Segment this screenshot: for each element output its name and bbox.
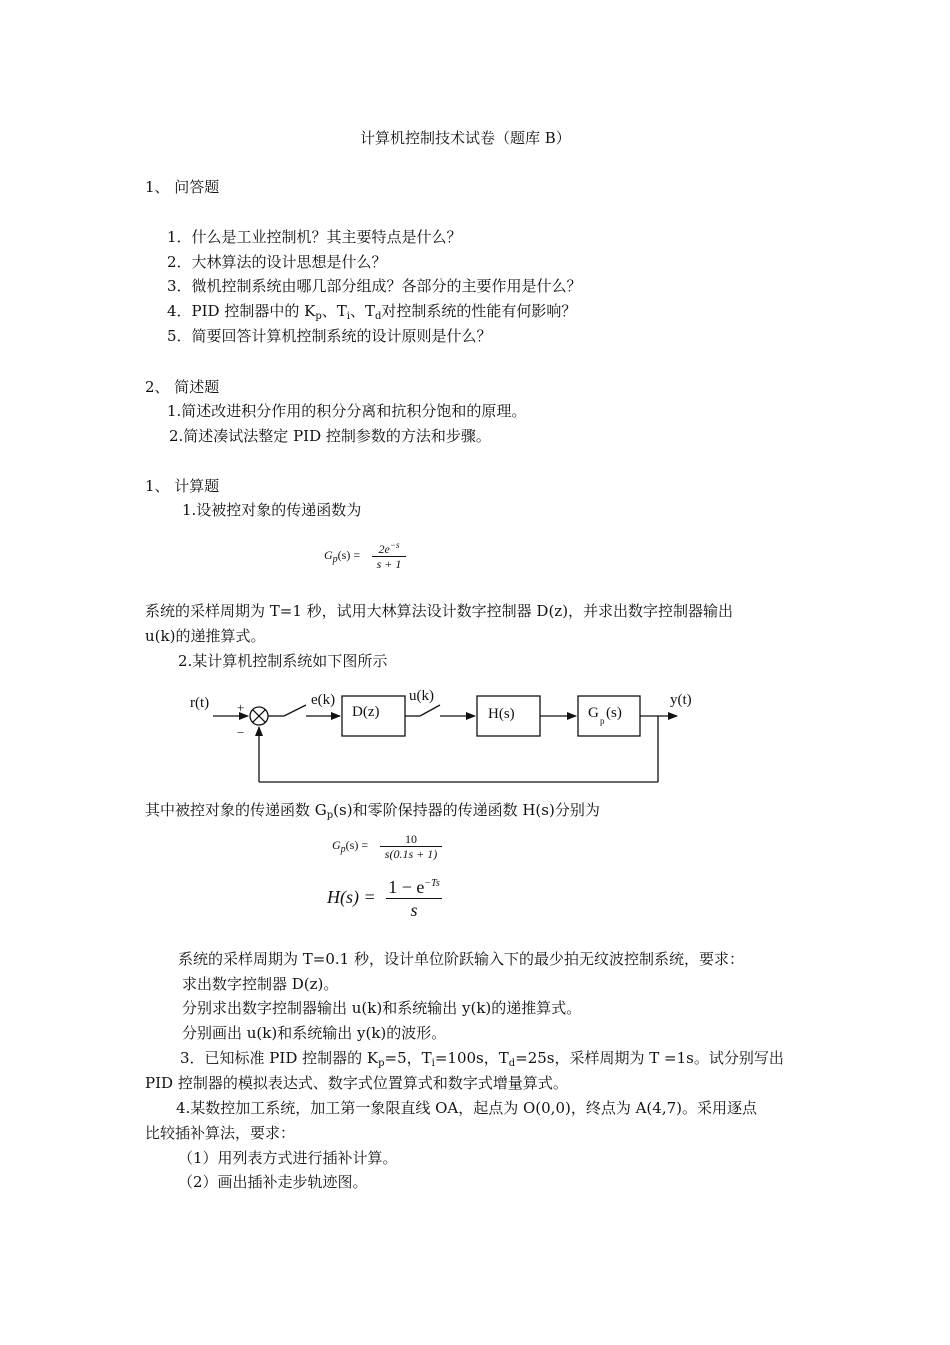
eq2-lhs: [332, 838, 368, 853]
problem3-line1: [180, 1048, 784, 1068]
diagram-plus-sign: +: [237, 700, 245, 715]
diagram-hold-label: H(s): [488, 706, 515, 722]
problem2-requirement-3: 分别画出 u(k)和系统输出 y(k)的波形。: [182, 1024, 447, 1042]
eq1-lhs-g: G: [324, 548, 333, 562]
eq3-numerator: [386, 873, 442, 898]
problem1-intro: 1.设被控对象的传递函数为: [182, 501, 362, 519]
section3-heading: 1、 计算题: [145, 477, 220, 495]
problem4-requirement-2: （2）画出插补走步轨迹图。: [178, 1173, 368, 1191]
p3-d: =25s，采样周期为 T =1s。试分别写出: [515, 1049, 784, 1067]
section2-question-2: 2.简述凑试法整定 PID 控制参数的方法和步骤。: [169, 427, 491, 445]
q4-sep2: 、T: [349, 302, 375, 320]
eq1-lhs-rest: (s) =: [337, 548, 361, 562]
problem3-line2: PID 控制器的模拟表达式、数字式位置算式和数字式增量算式。: [145, 1074, 568, 1092]
p3-sub-i: i: [431, 1058, 435, 1069]
problem2-requirement-1: 求出数字控制器 D(z)。: [182, 975, 339, 993]
p3-c: =100s，T: [434, 1049, 509, 1067]
eq2-lhs-rest: (s) =: [345, 838, 369, 852]
q4-prefix: 4．PID 控制器中的 K: [167, 302, 316, 320]
eq2-lhs-sub: p: [340, 844, 346, 855]
eq1-num-exp: −s: [389, 540, 400, 550]
eq3-lhs: H(s) =: [327, 887, 376, 907]
p2-desc-sub: p: [326, 810, 334, 821]
section1-question-2: 2．大林算法的设计思想是什么？: [167, 253, 387, 271]
diagram-output-label: y(t): [670, 692, 692, 708]
sampler-switch-1: [284, 705, 306, 716]
section2-heading: 2、 简述题: [145, 378, 220, 396]
p3-a: 3．已知标准 PID 控制器的 K: [180, 1049, 379, 1067]
eq3-fraction: [386, 873, 442, 921]
p3-b: =5，T: [384, 1049, 432, 1067]
q4-sep1: 、T: [321, 302, 347, 320]
problem4-requirement-1: （1）用列表方式进行插补计算。: [178, 1149, 398, 1167]
q4-sub-p: p: [315, 311, 322, 322]
section1-question-5: 5．简要回答计算机控制系统的设计原则是什么？: [167, 327, 492, 345]
diagram-controller-label: D(z): [352, 704, 380, 720]
p2-desc-a: 其中被控对象的传递函数 G: [145, 801, 327, 819]
section2-question-1: 1.简述改进积分作用的积分分离和抗积分饱和的原理。: [167, 402, 527, 420]
problem2-requirement-line: 系统的采样周期为 T=0.1 秒，设计单位阶跃输入下的最少拍无纹波控制系统，要求：: [178, 950, 744, 968]
eq1-lhs-sub: p: [332, 554, 338, 565]
eq2-lhs-g: G: [332, 838, 341, 852]
problem4-line1: 4.某数控加工系统，加工第一象限直线 OA，起点为 O(0,0)，终点为 A(4,7)。采用逐点: [176, 1099, 757, 1117]
eq1-num-base: 2e: [378, 542, 390, 556]
q4-suffix: 对控制系统的性能有何影响？: [381, 302, 577, 320]
problem1-text-line2: u(k)的递推算式。: [145, 627, 266, 645]
section1-heading: 1、 问答题: [145, 178, 220, 196]
p2-desc-rest: (s)和零阶保持器的传递函数 H(s)分别为: [333, 801, 600, 819]
diagram-minus-sign: −: [237, 725, 245, 740]
page-title: 计算机控制技术试卷（题库 B）: [360, 129, 571, 147]
section1-question-3: 3．微机控制系统由哪几部分组成？各部分的主要作用是什么？: [167, 277, 582, 295]
diagram-control-label: u(k): [409, 688, 434, 704]
problem2-description: [145, 800, 600, 820]
p3-sub-p: p: [378, 1058, 385, 1069]
diagram-plant-g: G: [588, 705, 599, 721]
diagram-input-label: r(t): [190, 695, 210, 711]
sampler-switch-2: [420, 705, 440, 716]
eq3-num-exp: −Ts: [424, 878, 440, 889]
p3-sub-d: d: [508, 1058, 516, 1069]
problem2-intro: 2.某计算机控制系统如下图所示: [178, 652, 388, 670]
eq3-denominator: s: [410, 900, 418, 920]
diagram-plant-sub: p: [600, 716, 605, 726]
section1-question-1: 1．什么是工业控制机？其主要特点是什么？: [167, 228, 462, 246]
eq2-fraction: [380, 832, 442, 861]
problem1-text-line1: 系统的采样周期为 T=1 秒，试用大林算法设计数字控制器 D(z)，并求出数字控制器输出: [145, 602, 734, 620]
eq2-denominator: s(0.1s + 1): [384, 847, 438, 861]
eq2-numerator: 10: [405, 832, 417, 846]
problem2-requirement-2: 分别求出数字控制器输出 u(k)和系统输出 y(k)的递推算式。: [182, 999, 582, 1017]
eq1-denominator: s + 1: [376, 557, 402, 571]
problem4-line2: 比较插补算法，要求：: [145, 1124, 296, 1142]
diagram-plant-rest: (s): [606, 705, 622, 721]
q4-sub-i: i: [346, 311, 350, 322]
q4-sub-d: d: [374, 311, 382, 322]
eq3-num-base: 1 − e: [388, 877, 425, 897]
diagram-error-label: e(k): [311, 692, 336, 708]
